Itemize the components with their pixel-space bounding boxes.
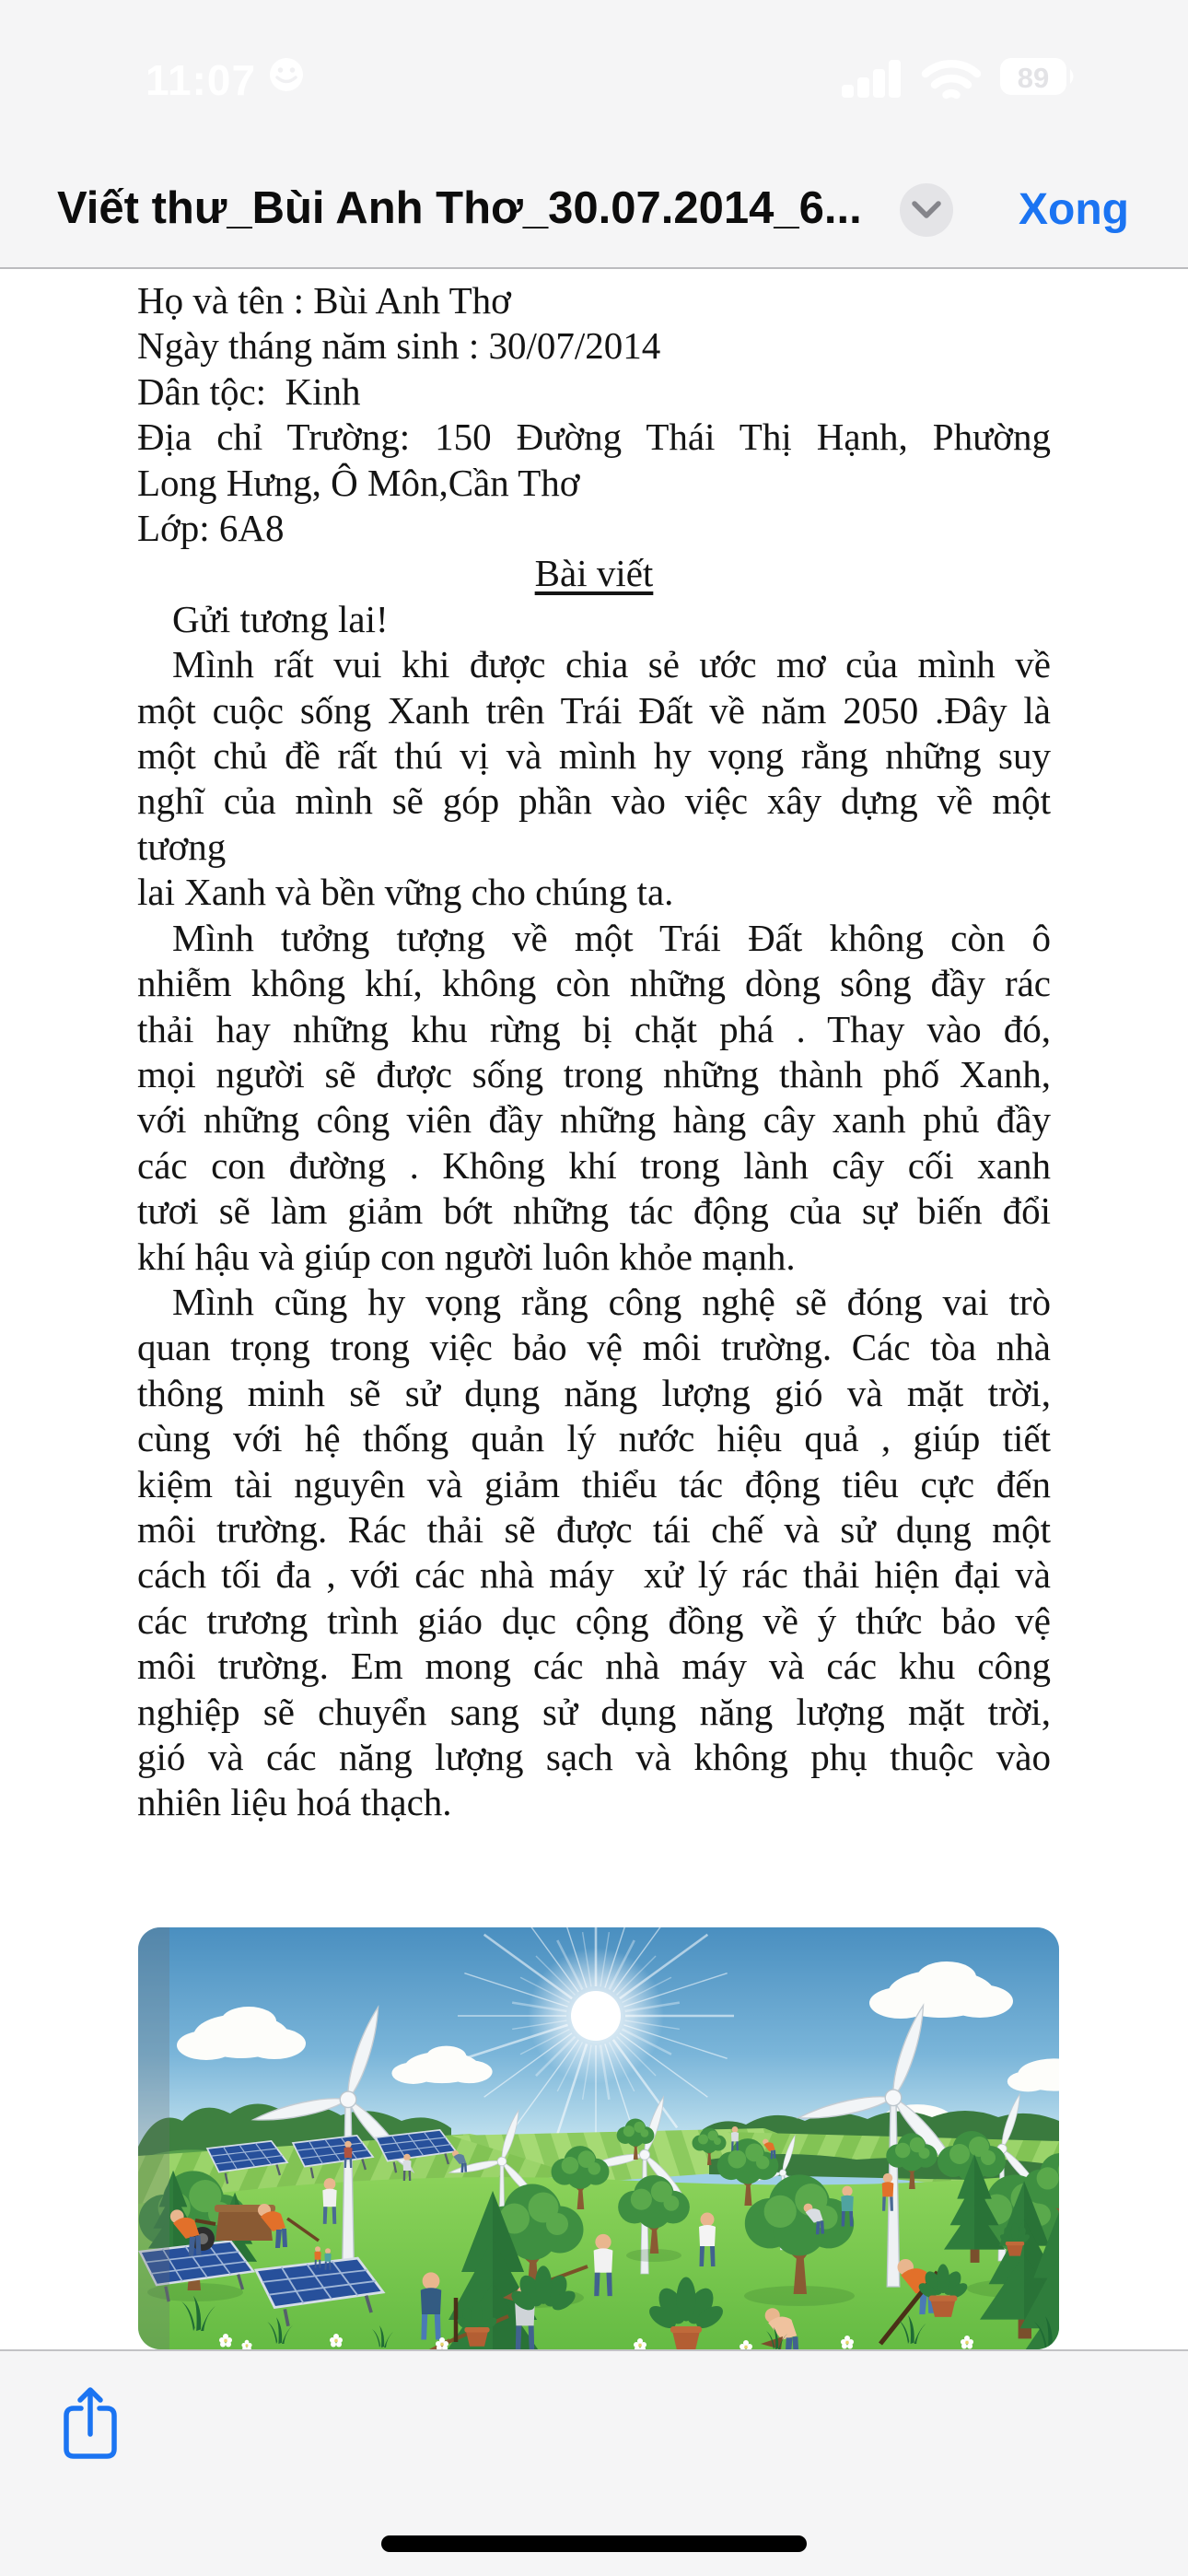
document-line: Lớp: 6A8 [137, 507, 285, 550]
document-line: Địa chỉ Trường: 150 Đường Thái Thị Hạnh, Phường [137, 416, 1051, 459]
document-line: gió và các năng lượng sạch và không phụ thuộc vào [137, 1736, 1051, 1778]
document-line: một chủ đề rất thú vị và mình hy vọng rằng những suy [137, 734, 1051, 778]
battery-icon [1000, 58, 1074, 95]
document-line: tươi sẽ làm giảm bớt những tác động của sự biến đổi [137, 1189, 1051, 1233]
document-line: thải hay những khu rừng bị chặt phá . Thay vào đó, [137, 1007, 1051, 1050]
document-line: nhiễm không khí, không còn những dòng sông đầy rác [137, 962, 1051, 1005]
document-line: các con đường . Không khí trong lành cây cối xanh [137, 1143, 1051, 1187]
cellular-signal-icon [842, 60, 901, 98]
smiley-face-icon [269, 57, 304, 97]
document-line: quan trọng trong việc bảo vệ môi trường. Các tòa nhà [137, 1326, 1051, 1369]
document-title: Viết thư_Bùi Anh Thơ_30.07.2014_6... [57, 183, 862, 233]
document-line: Long Hưng, Ô Môn,Cần Thơ [137, 461, 580, 504]
document-line: với những công viên đầy những hàng cây xanh phủ đầy [137, 1098, 1051, 1142]
document-line: một cuộc sống Xanh trên Trái Đất về năm 2050 .Đây là [137, 688, 1051, 732]
status-time: 11:07 [145, 56, 257, 104]
document-line: các trương trình giáo dục cộng đồng về ý thức bảo vệ [137, 1598, 1051, 1642]
document-line: Mình tưởng tượng về một Trái Đất không còn ô [172, 916, 1051, 959]
document-line: tương [137, 825, 227, 868]
home-indicator[interactable] [381, 2535, 807, 2552]
edge-shade [138, 1927, 169, 2349]
share-icon [61, 2384, 120, 2462]
done-button[interactable]: Xong [1019, 185, 1129, 234]
document-line: mọi người sẽ được sống trong những thành phố Xanh, [137, 1052, 1051, 1095]
document-line: Mình rất vui khi được chia sẻ ước mơ của mình về [172, 643, 1051, 686]
document-line: kiệm tài nguyên và giảm thiểu tác động tiêu cực đến [137, 1462, 1051, 1505]
document-line: Dân tộc: Kinh [137, 369, 361, 413]
document-line: Ngày tháng năm sinh : 30/07/2014 [137, 324, 661, 368]
document-line: môi trường. Rác thải sẽ được tái chế và sử dụng một [137, 1507, 1051, 1551]
svg-text:89: 89 [1017, 62, 1050, 94]
green-future-illustration [138, 1927, 1059, 2349]
document-line: môi trường. Em mong các nhà máy và các khu công [137, 1645, 1051, 1688]
document-line: nghĩ của mình sẽ góp phần vào việc xây dựng về một [137, 779, 1051, 823]
document-illustration [138, 1927, 1059, 2349]
document-line: nhiên liệu hoá thạch. [137, 1781, 452, 1824]
document-line: khí hậu và giúp con người luôn khỏe mạnh. [137, 1235, 796, 1278]
document-line: cách tối đa , với các nhà máy xử lý rác thải hiện đại và [137, 1553, 1051, 1597]
document-line: Gửi tương lai! [172, 597, 389, 640]
wifi-icon [926, 64, 977, 95]
collapse-button[interactable] [900, 183, 953, 237]
document-page [0, 269, 1188, 2349]
document-line: lai Xanh và bền vững cho chúng ta. [137, 871, 674, 914]
document-line: Họ và tên : Bùi Anh Thơ [137, 279, 511, 322]
chevron-down-icon [911, 200, 942, 220]
document-line: nghiệp sẽ chuyển sang sử dụng năng lượng mặt trời, [137, 1690, 1051, 1733]
document-line: Bài viết [534, 552, 654, 595]
share-button[interactable] [61, 2384, 120, 2462]
document-line: cùng với hệ thống quản lý nước hiệu quả , giúp tiết [137, 1417, 1051, 1460]
document-line: thông minh sẽ sử dụng năng lượng gió và mặt trời, [137, 1371, 1051, 1414]
status-icons [829, 46, 1087, 108]
document-line: Mình cũng hy vọng rằng công nghệ sẽ đóng vai trò [172, 1280, 1051, 1323]
document-text [137, 278, 1051, 1826]
top-chrome [0, 0, 1188, 269]
